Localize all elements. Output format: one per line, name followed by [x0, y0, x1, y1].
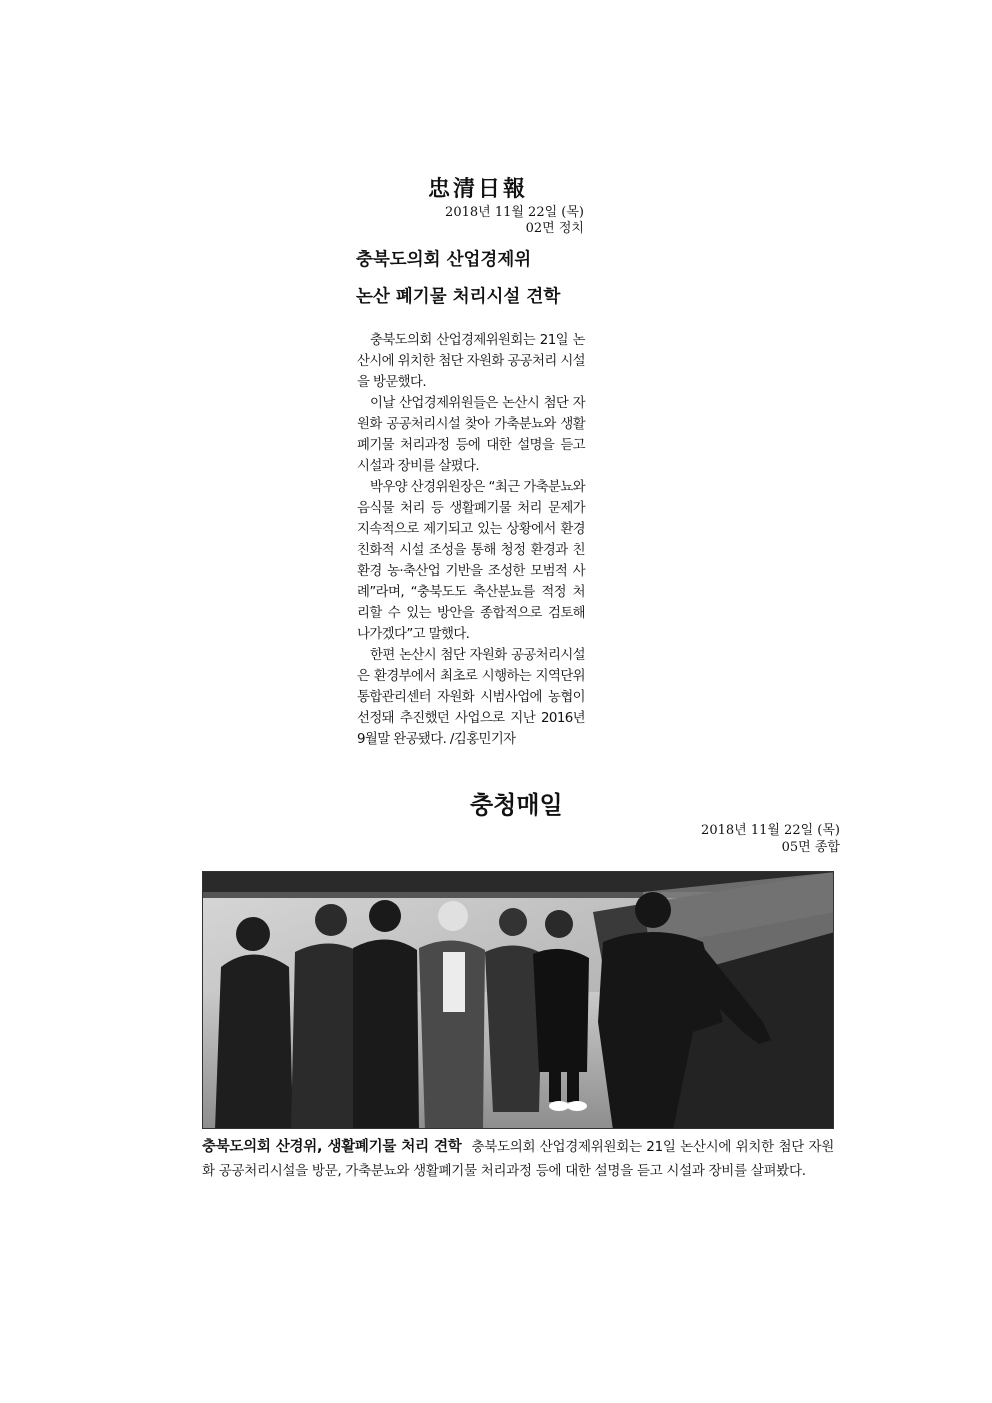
article1-dateline	[384, 205, 584, 237]
article1-paragraph-text: 한편 논산시 첨단 자원화 공공처리시설은 환경부에서 최초로 시행하는 지역단위통합관리센터 자원화 시범사업에 농협이 선정돼 추진했던 사업으로 지난 2016년 9월말 완공됐다.	[357, 648, 585, 747]
newspaper-masthead-chungcheong-maeil: 충청매일	[470, 791, 563, 819]
article1-headline-line2: 논산 폐기물 처리시설 견학	[356, 287, 561, 307]
photo-caption-title: 충북도의회 산경위, 생활폐기물 처리 견학	[202, 1139, 462, 1155]
article1-headline-line1: 충북도의회 산업경제위	[356, 250, 532, 270]
photo-illustration	[203, 872, 834, 1129]
newspaper-masthead-chungcheong-ilbo: 忠清日報	[428, 176, 529, 202]
article2-dateline	[620, 822, 840, 856]
field-visit-photo-icon	[202, 871, 834, 1129]
article1-byline: /김홍민기자	[449, 732, 516, 747]
article1-paragraph	[357, 645, 585, 750]
photo-caption-text: 충북도의회 산업경제위원회는 21일 논산시에 위치한 첨단 자원화 공공처리시설을 방문, 가축분뇨와 생활폐기물 처리과정 등에 대한 설명을 듣고 시설과 장비를 살펴봤다.	[202, 1139, 834, 1179]
article1-paragraph: 충북도의회 산업경제위원회는 21일 논산시에 위치한 첨단 자원화 공공처리 시설을 방문했다.	[357, 333, 585, 390]
article1-section: 02면 정치	[525, 221, 584, 236]
article1-paragraph: 이날 산업경제위원들은 논산시 첨단 자원화 공공처리시설 찾아 가축분뇨와 생활폐기물 처리과정 등에 대한 설명을 듣고 시설과 장비를 살폈다.	[357, 396, 585, 474]
article1-paragraph: 박우양 산경위원장은 “최근 가축분뇨와 음식물 처리 등 생활폐기물 처리 문제가 지속적으로 제기되고 있는 상황에서 환경친화적 시설 조성을 통해 청정 환경과 친환경 농·축산업 기반을 조성한 모범적 사례”라며, “충북도도 축산분뇨를 적정 처리할 수 있는 방안을 종합적으로 검토해 나가겠다”고 말했다.	[357, 480, 585, 642]
article1-body	[357, 330, 585, 750]
article1-date: 2018년 11월 22일 (목)	[445, 205, 584, 220]
photo-caption	[202, 1135, 834, 1183]
article2-date: 2018년 11월 22일 (목)	[701, 823, 840, 838]
article2-section: 05면 종합	[781, 840, 840, 855]
